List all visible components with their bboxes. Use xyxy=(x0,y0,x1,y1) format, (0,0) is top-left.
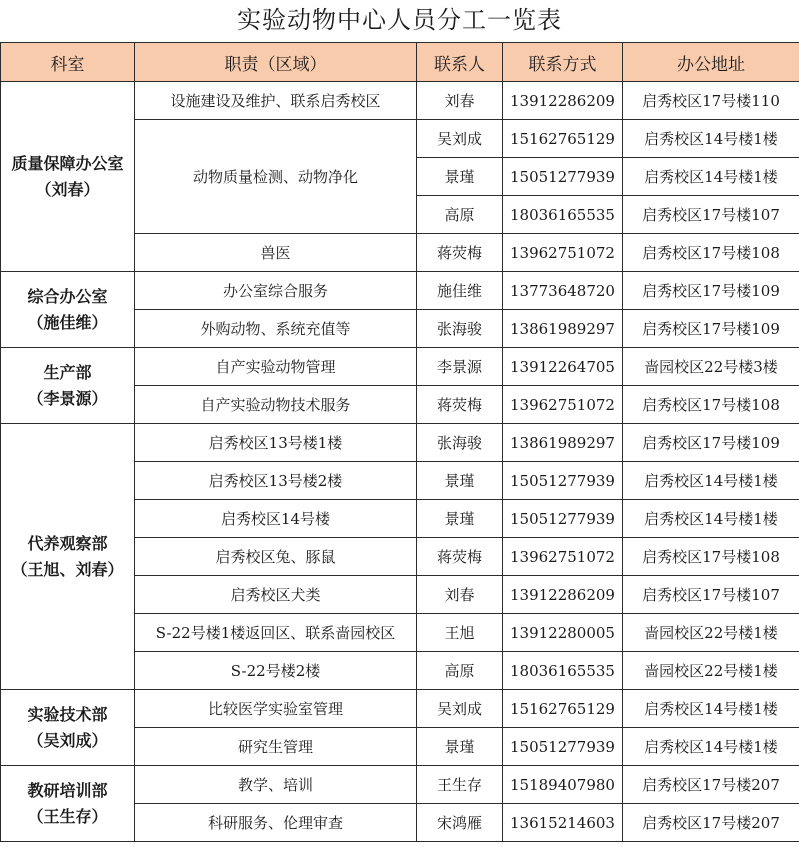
contact-cell: 高原 xyxy=(417,196,503,234)
contact-cell: 施佳维 xyxy=(417,272,503,310)
address-cell: 启秀校区17号楼109 xyxy=(623,272,799,310)
table-row xyxy=(1,348,799,386)
table-row xyxy=(1,690,799,728)
duty-cell: 教学、培训 xyxy=(135,766,417,804)
phone-cell: 13962751072 xyxy=(503,234,623,272)
phone-cell: 13912280005 xyxy=(503,614,623,652)
table-row xyxy=(1,82,799,120)
phone-cell: 13912286209 xyxy=(503,82,623,120)
phone-cell: 15051277939 xyxy=(503,728,623,766)
address-cell: 启秀校区14号楼1楼 xyxy=(623,728,799,766)
contact-cell: 蒋荧梅 xyxy=(417,234,503,272)
header-dept: 科室 xyxy=(1,43,135,82)
dept-lead: （王生存） xyxy=(27,806,108,826)
address-cell: 啬园校区22号楼1楼 xyxy=(623,652,799,690)
duty-cell: 启秀校区13号楼2楼 xyxy=(135,462,417,500)
address-cell: 启秀校区17号楼107 xyxy=(623,576,799,614)
phone-cell: 13962751072 xyxy=(503,538,623,576)
address-cell: 启秀校区14号楼1楼 xyxy=(623,462,799,500)
phone-cell: 13773648720 xyxy=(503,272,623,310)
duty-cell: S-22号楼1楼返回区、联系啬园校区 xyxy=(135,614,417,652)
address-cell: 启秀校区17号楼107 xyxy=(623,196,799,234)
header-address: 办公地址 xyxy=(623,43,799,82)
duty-cell: 兽医 xyxy=(135,234,417,272)
phone-cell: 15051277939 xyxy=(503,158,623,196)
address-cell: 启秀校区14号楼1楼 xyxy=(623,158,799,196)
contact-cell: 张海骏 xyxy=(417,424,503,462)
dept-cell xyxy=(1,690,135,766)
dept-name: 综合办公室 xyxy=(27,286,108,306)
duty-cell: 设施建设及维护、联系启秀校区 xyxy=(135,82,417,120)
phone-cell: 15051277939 xyxy=(503,462,623,500)
dept-cell xyxy=(1,766,135,842)
phone-cell: 13615214603 xyxy=(503,804,623,842)
contact-cell: 李景源 xyxy=(417,348,503,386)
address-cell: 啬园校区22号楼3楼 xyxy=(623,348,799,386)
duty-cell: 启秀校区兔、豚鼠 xyxy=(135,538,417,576)
contact-cell: 张海骏 xyxy=(417,310,503,348)
address-cell: 启秀校区17号楼108 xyxy=(623,386,799,424)
duty-cell: 启秀校区犬类 xyxy=(135,576,417,614)
duty-cell: 外购动物、系统充值等 xyxy=(135,310,417,348)
dept-lead: （刘春） xyxy=(35,179,100,199)
header-duty: 职责（区域） xyxy=(135,43,417,82)
contact-cell: 景瑾 xyxy=(417,500,503,538)
address-cell: 启秀校区17号楼207 xyxy=(623,804,799,842)
contact-cell: 刘春 xyxy=(417,82,503,120)
phone-cell: 13861989297 xyxy=(503,310,623,348)
address-cell: 启秀校区14号楼1楼 xyxy=(623,690,799,728)
phone-cell: 13962751072 xyxy=(503,386,623,424)
address-cell: 启秀校区14号楼1楼 xyxy=(623,120,799,158)
phone-cell: 15162765129 xyxy=(503,120,623,158)
contact-cell: 景瑾 xyxy=(417,728,503,766)
dept-lead: （王旭、刘春） xyxy=(11,559,124,579)
address-cell: 启秀校区17号楼108 xyxy=(623,234,799,272)
dept-cell xyxy=(1,348,135,424)
dept-name: 质量保障办公室 xyxy=(11,153,124,173)
table-row xyxy=(1,272,799,310)
page-title: 实验动物中心人员分工一览表 xyxy=(237,6,562,34)
contact-cell: 刘春 xyxy=(417,576,503,614)
contact-cell: 王生存 xyxy=(417,766,503,804)
duty-cell: 比较医学实验室管理 xyxy=(135,690,417,728)
dept-name: 教研培训部 xyxy=(27,780,108,800)
dept-name: 实验技术部 xyxy=(27,704,108,724)
duty-cell: S-22号楼2楼 xyxy=(135,652,417,690)
dept-cell xyxy=(1,272,135,348)
duty-cell: 科研服务、伦理审查 xyxy=(135,804,417,842)
contact-cell: 蒋荧梅 xyxy=(417,386,503,424)
contact-cell: 景瑾 xyxy=(417,462,503,500)
address-cell: 啬园校区22号楼1楼 xyxy=(623,614,799,652)
phone-cell: 13861989297 xyxy=(503,424,623,462)
dept-name: 生产部 xyxy=(43,362,92,382)
address-cell: 启秀校区14号楼1楼 xyxy=(623,500,799,538)
phone-cell: 13912264705 xyxy=(503,348,623,386)
address-cell: 启秀校区17号楼109 xyxy=(623,424,799,462)
contact-cell: 吴刘成 xyxy=(417,120,503,158)
duty-cell: 启秀校区14号楼 xyxy=(135,500,417,538)
phone-cell: 15051277939 xyxy=(503,500,623,538)
dept-cell xyxy=(1,424,135,690)
table-row xyxy=(1,424,799,462)
contact-cell: 高原 xyxy=(417,652,503,690)
phone-cell: 18036165535 xyxy=(503,652,623,690)
duty-cell: 办公室综合服务 xyxy=(135,272,417,310)
contact-cell: 蒋荧梅 xyxy=(417,538,503,576)
header-contact: 联系人 xyxy=(417,43,503,82)
header-row xyxy=(1,43,799,82)
dept-cell xyxy=(1,82,135,272)
phone-cell: 15162765129 xyxy=(503,690,623,728)
staff-table xyxy=(0,42,799,842)
address-cell: 启秀校区17号楼109 xyxy=(623,310,799,348)
dept-lead: （李景源） xyxy=(27,388,108,408)
duty-cell: 自产实验动物技术服务 xyxy=(135,386,417,424)
duty-cell: 自产实验动物管理 xyxy=(135,348,417,386)
duty-cell: 研究生管理 xyxy=(135,728,417,766)
phone-cell: 13912286209 xyxy=(503,576,623,614)
dept-name: 代养观察部 xyxy=(27,533,108,553)
address-cell: 启秀校区17号楼110 xyxy=(623,82,799,120)
phone-cell: 15189407980 xyxy=(503,766,623,804)
duty-cell: 启秀校区13号楼1楼 xyxy=(135,424,417,462)
duty-cell: 动物质量检测、动物净化 xyxy=(135,120,417,234)
header-phone: 联系方式 xyxy=(503,43,623,82)
contact-cell: 景瑾 xyxy=(417,158,503,196)
address-cell: 启秀校区17号楼207 xyxy=(623,766,799,804)
phone-cell: 18036165535 xyxy=(503,196,623,234)
contact-cell: 王旭 xyxy=(417,614,503,652)
address-cell: 启秀校区17号楼108 xyxy=(623,538,799,576)
contact-cell: 宋鸿雁 xyxy=(417,804,503,842)
dept-lead: （施佳维） xyxy=(27,312,108,332)
table-row xyxy=(1,766,799,804)
dept-lead: （吴刘成） xyxy=(27,730,108,750)
contact-cell: 吴刘成 xyxy=(417,690,503,728)
